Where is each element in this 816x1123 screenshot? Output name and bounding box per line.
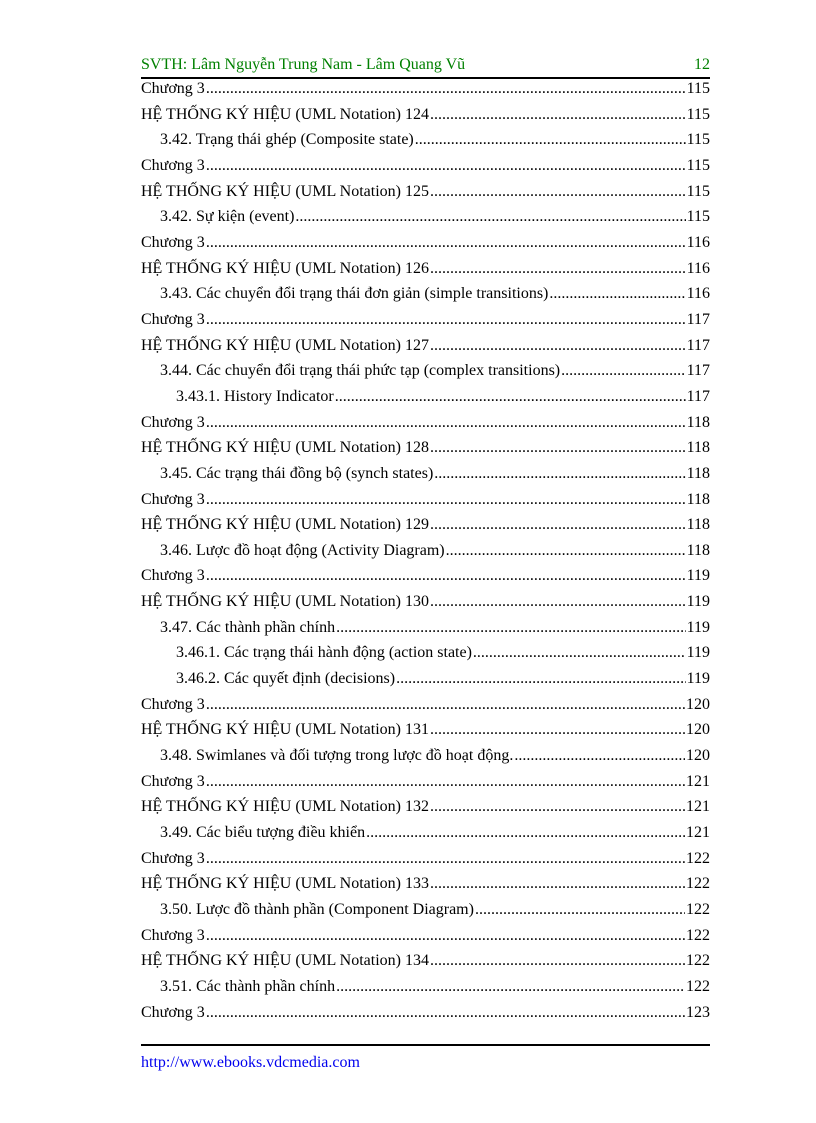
toc-entry-page: 123 — [686, 1003, 710, 1021]
toc-dot-leader — [430, 798, 685, 816]
toc-dot-leader — [430, 875, 685, 893]
toc-entry-title: 3.48. Swimlanes và đối tượng trong lược đồ hoạt động. — [160, 747, 514, 765]
header-author: SVTH: Lâm Nguyễn Trung Nam - Lâm Quang Vũ — [141, 56, 466, 73]
toc-entry[interactable] — [141, 311, 710, 337]
toc-entry-title: HỆ THỐNG KÝ HIỆU (UML Notation) 127 — [141, 336, 429, 354]
toc-entry[interactable] — [141, 1004, 710, 1030]
toc-entry-page: 121 — [686, 798, 710, 816]
page-header — [141, 53, 710, 79]
toc-entry-page: 118 — [686, 439, 710, 457]
toc-entry-page: 115 — [686, 80, 710, 97]
toc-dot-leader — [561, 362, 685, 380]
toc-entry[interactable] — [141, 285, 710, 311]
toc-entry-title: Chương 3 — [141, 310, 205, 328]
toc-dot-leader — [206, 927, 685, 945]
toc-entry[interactable] — [141, 824, 710, 850]
toc-entry-title: HỆ THỐNG KÝ HIỆU (UML Notation) 130 — [141, 593, 429, 611]
toc-entry[interactable] — [141, 439, 710, 465]
toc-dot-leader — [549, 285, 685, 303]
toc-entry-page: 119 — [686, 593, 710, 611]
toc-entry-page: 120 — [686, 747, 710, 765]
toc-entry[interactable] — [141, 491, 710, 517]
toc-entry-title: Chương 3 — [141, 233, 205, 251]
toc-entry[interactable] — [141, 183, 710, 209]
toc-entry-title: HỆ THỐNG KÝ HIỆU (UML Notation) 125 — [141, 182, 429, 200]
toc-entry-title: Chương 3 — [141, 80, 205, 97]
toc-entry[interactable] — [141, 157, 710, 183]
toc-entry[interactable] — [141, 208, 710, 234]
toc-entry-page: 122 — [686, 926, 710, 944]
toc-entry-page: 116 — [686, 259, 710, 277]
toc-entry[interactable] — [141, 670, 710, 696]
toc-entry-page: 122 — [686, 901, 710, 918]
toc-entry-title: 3.46.1. Các trạng thái hành động (action state) — [176, 644, 472, 662]
toc-entry-page: 122 — [686, 977, 710, 995]
toc-dot-leader — [206, 696, 685, 714]
toc-entry-page: 118 — [686, 516, 710, 534]
toc-dot-leader — [430, 952, 685, 970]
toc-entry-page: 122 — [686, 952, 710, 970]
toc-entry-page: 117 — [686, 310, 710, 328]
toc-entry-page: 118 — [686, 464, 710, 482]
toc-dot-leader — [430, 106, 686, 124]
toc-dot-leader — [295, 208, 685, 226]
toc-entry-page: 122 — [686, 875, 710, 893]
toc-entry-page: 115 — [686, 208, 710, 226]
toc-entry-title: HỆ THỐNG KÝ HIỆU (UML Notation) 124 — [141, 105, 429, 123]
toc-entry-page: 118 — [686, 490, 710, 508]
toc-entry-title: Chương 3 — [141, 490, 205, 508]
toc-dot-leader — [430, 260, 686, 278]
toc-entry-title: 3.50. Lược đồ thành phần (Component Diagram) — [160, 901, 474, 918]
toc-entry-title: HỆ THỐNG KÝ HIỆU (UML Notation) 126 — [141, 259, 429, 277]
toc-entry-page: 121 — [686, 824, 710, 842]
toc-dot-leader — [514, 747, 685, 765]
toc-dot-leader — [206, 80, 686, 98]
toc-dot-leader — [206, 311, 686, 329]
toc-entry[interactable] — [141, 696, 710, 722]
toc-dot-leader — [475, 901, 685, 919]
toc-dot-leader — [366, 824, 685, 842]
toc-entry-page: 115 — [686, 182, 710, 200]
toc-entry-page: 119 — [686, 670, 710, 688]
toc-dot-leader — [473, 644, 686, 662]
toc-entry-page: 117 — [686, 362, 710, 380]
toc-dot-leader — [206, 773, 685, 791]
toc-entry-title: 3.44. Các chuyển đổi trạng thái phức tạp (complex transitions) — [160, 362, 561, 380]
toc-dot-leader — [206, 491, 686, 509]
toc-entry-page: 117 — [686, 336, 710, 354]
toc-dot-leader — [430, 183, 686, 201]
toc-entry[interactable] — [141, 850, 710, 876]
toc-entry[interactable] — [141, 106, 710, 132]
table-of-contents — [141, 80, 710, 1029]
toc-dot-leader — [206, 157, 686, 175]
toc-entry-page: 122 — [686, 849, 710, 867]
toc-entry[interactable] — [141, 952, 710, 978]
toc-entry-title: HỆ THỐNG KÝ HIỆU (UML Notation) 131 — [141, 721, 429, 739]
toc-entry-page: 118 — [686, 541, 710, 559]
toc-entry-page: 119 — [686, 618, 710, 636]
toc-entry[interactable] — [141, 516, 710, 542]
toc-entry-page: 115 — [686, 156, 710, 174]
toc-entry-title: 3.42. Sự kiện (event) — [160, 208, 295, 226]
toc-dot-leader — [206, 414, 686, 432]
toc-entry-title: 3.47. Các thành phần chính — [160, 618, 336, 636]
toc-entry-page: 118 — [686, 413, 710, 431]
toc-dot-leader — [415, 131, 686, 149]
toc-entry-title: 3.46. Lược đồ hoạt động (Activity Diagram) — [160, 541, 445, 559]
toc-entry-title: 3.51. Các thành phần chính — [160, 977, 336, 995]
toc-entry-title: Chương 3 — [141, 156, 205, 174]
toc-dot-leader — [446, 542, 686, 560]
toc-entry[interactable] — [141, 978, 710, 1004]
toc-entry[interactable] — [141, 388, 710, 414]
toc-entry-title: Chương 3 — [141, 772, 205, 790]
toc-entry[interactable] — [141, 260, 710, 286]
toc-dot-leader — [430, 721, 685, 739]
toc-entry-page: 116 — [686, 233, 710, 251]
header-page-number: 12 — [694, 56, 710, 73]
toc-entry-page: 115 — [686, 105, 710, 123]
toc-entry[interactable] — [141, 80, 710, 106]
toc-entry-page: 119 — [686, 567, 710, 585]
toc-entry[interactable] — [141, 414, 710, 440]
toc-dot-leader — [434, 465, 685, 483]
toc-dot-leader — [206, 1004, 685, 1022]
toc-entry-title: 3.43.1. History Indicator — [176, 387, 334, 405]
toc-entry-title: HỆ THỐNG KÝ HIỆU (UML Notation) 133 — [141, 875, 429, 893]
toc-entry[interactable] — [141, 927, 710, 953]
toc-entry-title: HỆ THỐNG KÝ HIỆU (UML Notation) 128 — [141, 439, 429, 457]
toc-entry[interactable] — [141, 593, 710, 619]
toc-dot-leader — [206, 234, 686, 252]
toc-dot-leader — [206, 850, 685, 868]
toc-entry[interactable] — [141, 644, 710, 670]
toc-dot-leader — [430, 337, 686, 355]
footer-url-link[interactable]: http://www.ebooks.vdcmedia.com — [141, 1054, 360, 1071]
toc-entry[interactable] — [141, 901, 710, 927]
page-footer — [141, 1044, 710, 1071]
toc-entry[interactable] — [141, 465, 710, 491]
toc-entry-page: 117 — [686, 387, 710, 405]
toc-dot-leader — [335, 388, 686, 406]
toc-entry-title: HỆ THỐNG KÝ HIỆU (UML Notation) 132 — [141, 798, 429, 816]
toc-entry[interactable] — [141, 337, 710, 363]
toc-entry[interactable] — [141, 721, 710, 747]
toc-entry-title: 3.45. Các trạng thái đồng bộ (synch states) — [160, 464, 434, 482]
toc-entry-title: 3.49. Các biểu tượng điều khiển — [160, 824, 366, 842]
toc-entry-page: 120 — [686, 721, 710, 739]
toc-entry-page: 116 — [686, 285, 710, 303]
toc-entry[interactable] — [141, 567, 710, 593]
toc-entry-title: HỆ THỐNG KÝ HIỆU (UML Notation) 129 — [141, 516, 429, 534]
toc-entry-title: 3.46.2. Các quyết định (decisions) — [176, 670, 396, 688]
toc-entry-title: Chương 3 — [141, 849, 205, 867]
toc-entry[interactable] — [141, 747, 710, 773]
toc-entry[interactable] — [141, 542, 710, 568]
toc-entry[interactable] — [141, 773, 710, 799]
toc-dot-leader — [336, 978, 685, 996]
toc-dot-leader — [430, 593, 686, 611]
toc-dot-leader — [206, 567, 686, 585]
toc-entry[interactable] — [141, 875, 710, 901]
toc-entry-title: Chương 3 — [141, 926, 205, 944]
toc-entry-page: 115 — [686, 131, 710, 149]
toc-dot-leader — [430, 439, 686, 457]
toc-dot-leader — [430, 516, 686, 534]
toc-entry[interactable] — [141, 234, 710, 260]
toc-entry-title: 3.42. Trạng thái ghép (Composite state) — [160, 131, 414, 149]
toc-entry-title: 3.43. Các chuyển đổi trạng thái đơn giản (simple transitions) — [160, 285, 549, 303]
toc-entry-title: HỆ THỐNG KÝ HIỆU (UML Notation) 134 — [141, 952, 429, 970]
toc-entry-title: Chương 3 — [141, 413, 205, 431]
toc-entry-title: Chương 3 — [141, 567, 205, 585]
toc-entry[interactable] — [141, 798, 710, 824]
toc-entry-page: 119 — [686, 644, 710, 662]
toc-entry[interactable] — [141, 131, 710, 157]
toc-dot-leader — [336, 619, 686, 637]
toc-entry-page: 120 — [686, 695, 710, 713]
toc-dot-leader — [396, 670, 686, 688]
toc-entry-title: Chương 3 — [141, 1003, 205, 1021]
toc-entry-title: Chương 3 — [141, 695, 205, 713]
toc-entry-page: 121 — [686, 772, 710, 790]
toc-entry[interactable] — [141, 362, 710, 388]
toc-entry[interactable] — [141, 619, 710, 645]
